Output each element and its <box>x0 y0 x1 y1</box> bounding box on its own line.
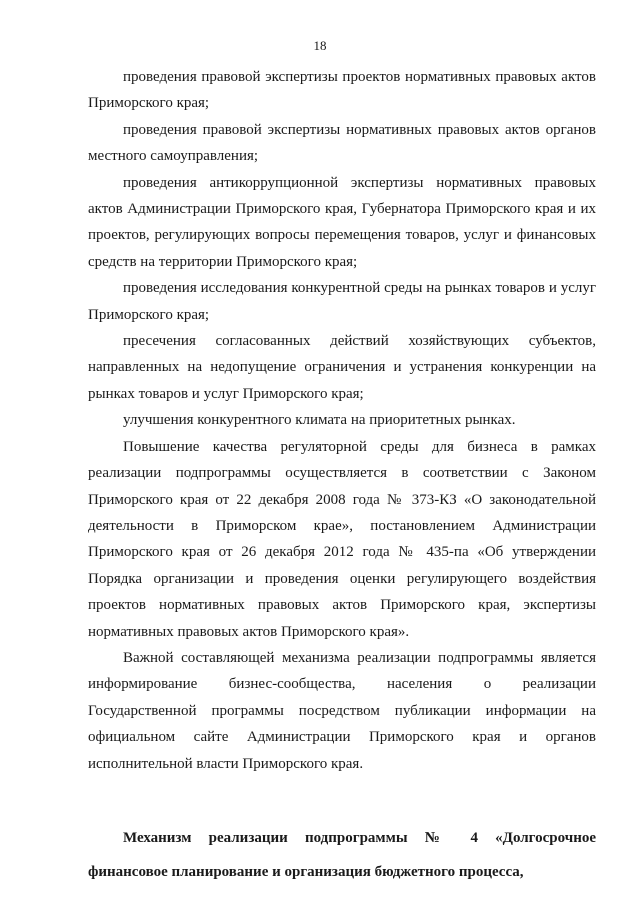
page-number: 18 <box>313 38 327 53</box>
section-heading: Механизм реализации подпрограммы № 4 «Долгосрочное финансовое планирование и организация бюджетного процесса, <box>88 829 596 880</box>
body-paragraph: Повышение качества регуляторной среды для бизнеса в рамках реализации подпрограммы осуществляется в соответствии с Законом Приморского края от 22 декабря 2008 года № 373-КЗ «О законодательной деятельности в Приморском крае», постановлением Администрации Приморского края от 26 декабря 2012 года № 435-па «Об утверждении Порядка организации и проведения оценки регулирующего воздействия проектов нормативных правовых актов Приморского края, экспертизы нормативных правовых актов Приморского края». <box>88 438 596 640</box>
list-item: улучшения конкурентного климата на приоритетных рынках. <box>123 412 516 429</box>
list-item: пресечения согласованных действий хозяйствующих субъектов, направленных на недопущение ограничения и устранения конкуренции на рынках товаров и услуг Приморского края; <box>88 333 596 402</box>
page-body <box>88 64 596 889</box>
list-item: проведения антикоррупционной экспертизы нормативных правовых актов Администрации Приморского края, Губернатора Приморского края и их проектов, регулирующих вопросы перемещения товаров, услуг и финансовых средств на территории Приморского края; <box>88 174 596 270</box>
list-item: проведения правовой экспертизы нормативных правовых актов органов местного самоуправления; <box>88 121 596 165</box>
list-item: проведения исследования конкурентной среды на рынках товаров и услуг Приморского края; <box>88 280 596 323</box>
body-paragraph: Важной составляющей механизма реализации подпрограммы является информирование бизнес-сообщества, населения о реализации Государственной программы посредством публикации информации на официальном сайте Администрации Приморского края и органов исполнительной власти Приморского края. <box>88 649 596 772</box>
list-item: проведения правовой экспертизы проектов нормативных правовых актов Приморского края; <box>88 69 596 112</box>
